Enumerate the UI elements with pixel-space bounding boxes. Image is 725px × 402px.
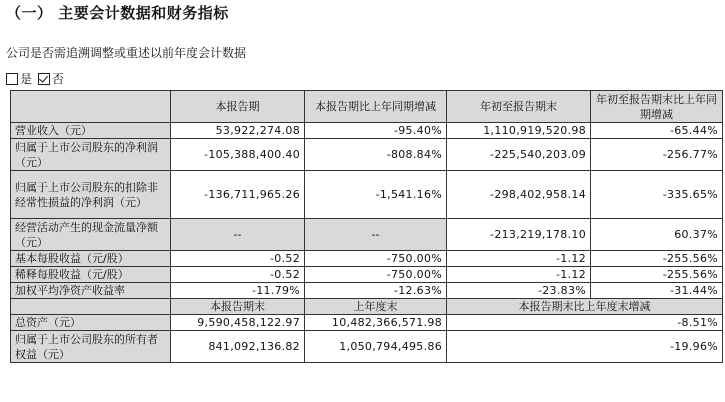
header-cell-blank (11, 91, 171, 123)
table-row (11, 331, 723, 363)
cell-value: -136,711,965.26 (171, 171, 305, 219)
financial-indicators-table (10, 90, 723, 363)
cell-value: -65.44% (591, 123, 723, 139)
cell-value: 9,590,458,122.97 (171, 315, 305, 331)
cell-value: -23.83% (447, 283, 591, 299)
header-cell-current-change: 本报告期比上年同期增减 (305, 91, 447, 123)
cell-value: -11.79% (171, 283, 305, 299)
header-row (11, 91, 723, 123)
table-row (11, 251, 723, 267)
cell-value: -8.51% (447, 315, 723, 331)
cell-value: -12.63% (305, 283, 447, 299)
cell-value: -31.44% (591, 283, 723, 299)
table-row (11, 315, 723, 331)
option-no-checkbox[interactable] (38, 73, 50, 85)
cell-value: -225,540,203.09 (447, 139, 591, 171)
table-row (11, 171, 723, 219)
cell-value: -- (171, 219, 305, 251)
cell-value: -255.56% (591, 267, 723, 283)
cell-value: -105,388,400.40 (171, 139, 305, 171)
header-cell-ytd: 年初至报告期末 (447, 91, 591, 123)
header-cell-prior-year-end: 上年度末 (305, 299, 447, 315)
cell-value: -1,541.16% (305, 171, 447, 219)
cell-value: -213,219,178.10 (447, 219, 591, 251)
cell-value: -1.12 (447, 267, 591, 283)
header-cell-change-vs-prior-year-end: 本报告期末比上年度末增减 (447, 299, 723, 315)
table-row (11, 139, 723, 171)
cell-value: -298,402,958.14 (447, 171, 591, 219)
cell-value: -- (305, 219, 447, 251)
option-yes-checkbox[interactable] (6, 73, 18, 85)
table-row (11, 219, 723, 251)
row-label: 归属于上市公司股东的净利润（元） (11, 139, 171, 171)
row-label: 基本每股收益（元/股） (11, 251, 171, 267)
header-row-2 (11, 299, 723, 315)
cell-value: -255.56% (591, 251, 723, 267)
cell-value: -750.00% (305, 267, 447, 283)
section-title: （一） 主要会计数据和财务指标 (6, 4, 229, 22)
cell-value: -0.52 (171, 251, 305, 267)
cell-value: -19.96% (447, 331, 723, 363)
table-row (11, 123, 723, 139)
cell-value: -335.65% (591, 171, 723, 219)
header-cell-blank (11, 299, 171, 315)
row-label: 经营活动产生的现金流量净额（元） (11, 219, 171, 251)
cell-value: 10,482,366,571.98 (305, 315, 447, 331)
cell-value: -808.84% (305, 139, 447, 171)
cell-value: 1,050,794,495.86 (305, 331, 447, 363)
cell-value: -0.52 (171, 267, 305, 283)
header-cell-current-period: 本报告期 (171, 91, 305, 123)
header-cell-ytd-change: 年初至报告期末比上年同期增减 (591, 91, 723, 123)
cell-value: 60.37% (591, 219, 723, 251)
cell-value: -1.12 (447, 251, 591, 267)
restatement-question: 公司是否需追溯调整或重述以前年度会计数据 (6, 46, 247, 60)
table-row (11, 267, 723, 283)
row-label: 总资产（元） (11, 315, 171, 331)
cell-value: -750.00% (305, 251, 447, 267)
cell-value: -95.40% (305, 123, 447, 139)
cell-value: -256.77% (591, 139, 723, 171)
option-no-label: 否 (52, 72, 65, 86)
row-label: 归属于上市公司股东的所有者权益（元） (11, 331, 171, 363)
cell-value: 53,922,274.08 (171, 123, 305, 139)
restatement-options (6, 70, 70, 87)
row-label: 营业收入（元） (11, 123, 171, 139)
header-cell-period-end: 本报告期末 (171, 299, 305, 315)
cell-value: 841,092,136.82 (171, 331, 305, 363)
cell-value: 1,110,919,520.98 (447, 123, 591, 139)
table-row (11, 283, 723, 299)
option-yes-label: 是 (20, 72, 33, 86)
row-label: 稀释每股收益（元/股） (11, 267, 171, 283)
row-label: 加权平均净资产收益率 (11, 283, 171, 299)
row-label: 归属于上市公司股东的扣除非经常性损益的净利润（元） (11, 171, 171, 219)
